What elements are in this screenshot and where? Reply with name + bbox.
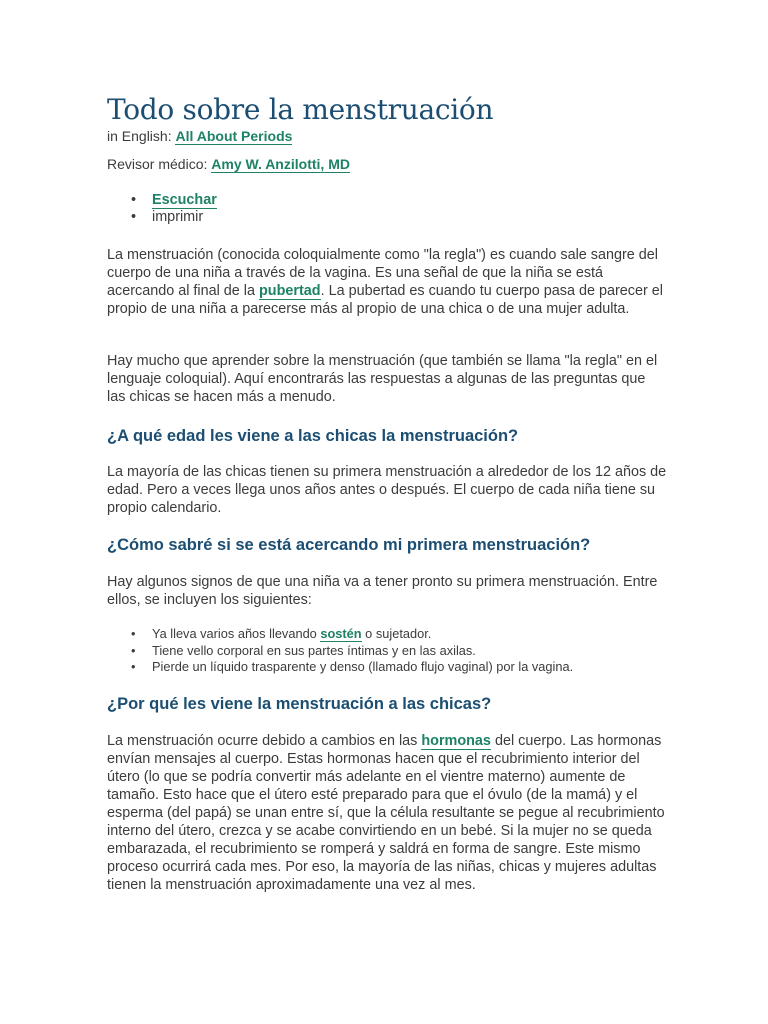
english-prefix: in English: <box>107 128 176 144</box>
signs-paragraph: Hay algunos signos de que una niña va a tener pronto su primera menstruación. Entre ellos, se incluyen los siguientes: <box>107 574 658 608</box>
listen-item <box>107 192 217 209</box>
signs-list <box>107 626 573 676</box>
age-paragraph: La mayoría de las chicas tienen su primera menstruación a alrededor de los 12 años de edad. Pero a veces llega unos años antes o después. El cuerpo de cada niña tiene su propio calendario. <box>107 464 667 516</box>
heading-age: ¿A qué edad les viene a las chicas la menstruación? <box>107 427 519 445</box>
intro-paragraph-2: Hay mucho que aprender sobre la menstruación (que también se llama "la regla" en el lenguaje coloquial). Aquí encontrarás las respuestas a algunas de las preguntas que las chicas se hacen más a menudo. <box>107 353 658 405</box>
sign-item-1: • Ya lleva varios años llevando sostén o sujetador. <box>107 626 573 643</box>
why-text-a: La menstruación ocurre debido a cambios en las <box>107 733 422 749</box>
sosten-link[interactable]: sostén <box>320 626 362 641</box>
intro-paragraph-1 <box>107 246 667 318</box>
sign-item-3: • Pierde un líquido trasparente y denso (llamado flujo vaginal) por la vagina. <box>107 659 573 676</box>
reviewer-link[interactable]: Amy W. Anzilotti, MD <box>211 156 350 172</box>
heading-signs: ¿Cómo sabré si se está acercando mi primera menstruación? <box>107 536 591 554</box>
hormonas-link[interactable]: hormonas <box>421 733 491 749</box>
page-title: Todo sobre la menstruación <box>107 93 494 126</box>
medical-reviewer-line <box>107 155 350 173</box>
heading-why: ¿Por qué les viene la menstruación a las chicas? <box>107 695 492 713</box>
print-item[interactable]: • imprimir <box>107 209 217 226</box>
pubertad-link[interactable]: pubertad <box>259 283 321 299</box>
english-version-link[interactable]: All About Periods <box>175 128 293 144</box>
intro-text-a: La menstruación (conocida coloquialmente como "la regla") es cuando sale sangre del cuerpo de una niña a través de la vagina. Es una señal de que la niña se está acercando al final de la <box>107 247 658 299</box>
listen-link[interactable]: Escuchar <box>152 192 217 208</box>
sign-item-2: • Tiene vello corporal en sus partes íntimas y en las axilas. <box>107 643 573 660</box>
article-tools-list <box>107 192 217 226</box>
why-paragraph <box>107 732 667 894</box>
reviewer-prefix: Revisor médico: <box>107 156 212 172</box>
why-text-b: del cuerpo. Las hormonas envían mensajes al cuerpo. Estas hormonas hacen que el recubrimiento interior del útero (lo que se podría convertir más adelante en el vientre materno) aumente de tamaño. Esto hace que el útero esté preparado para que el óvulo (de la mamá) y el esperma (del papá) se unan entre sí, que la célula resultante se pegue al recubrimiento interno del útero, crezca y se acabe convirtiendo en un bebé. Si la mujer no se queda embarazada, el recubrimiento se romperá y saldrá en forma de sangre. Este mismo proceso ocurrirá cada mes. Por eso, la mayoría de las niñas, chicas y mujeres adultas tienen la menstruación aproximadamente una vez al mes. <box>107 733 665 893</box>
english-version-line <box>107 127 292 145</box>
intro-text-b: . La pubertad es cuando tu cuerpo pasa de parecer el propio de una niña a parecerse más al propio de una chica o de una mujer adulta. <box>107 283 663 317</box>
